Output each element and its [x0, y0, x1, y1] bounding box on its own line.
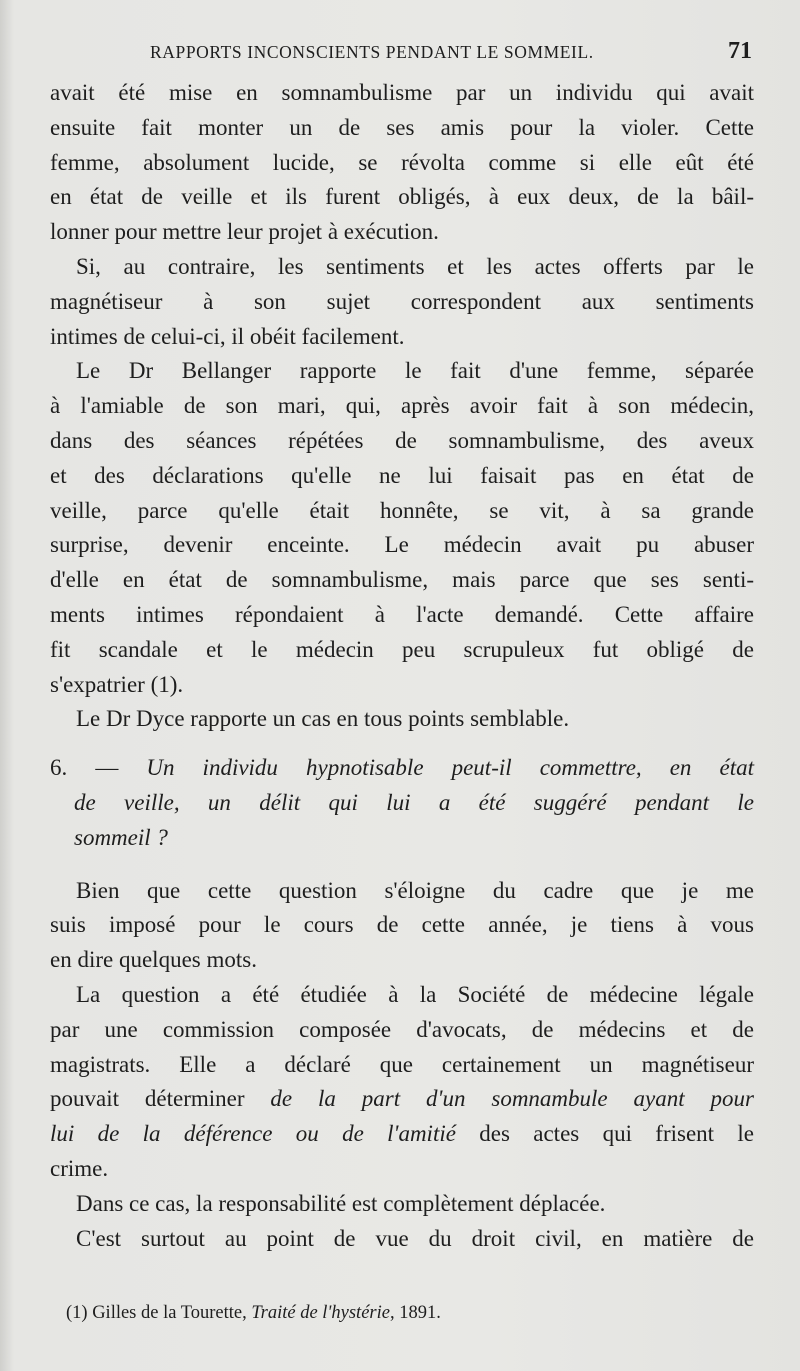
emphasis-span: de la part d'un somnambule ayant pour	[270, 1086, 754, 1112]
text-line: avait été mise en somnambulisme par un individu qui avait	[50, 80, 754, 105]
emphasis-span: lui de la déférence ou de l'amitié	[50, 1121, 456, 1147]
text-line: surprise, devenir enceinte. Le médecin avait pu abuser	[50, 532, 754, 558]
text-line: intimes de celui-ci, il obéit facilement.	[50, 323, 405, 349]
text-line: veille, parce qu'elle était honnête, se vit, à sa grande	[50, 497, 754, 523]
text-line: par une commission composée d'avocats, de médecins et de	[50, 1016, 754, 1042]
body-text	[50, 76, 754, 1256]
text-line: Si, au contraire, les sentiments et les actes offerts par le	[76, 253, 754, 279]
text-line: Le Dr Bellanger rapporte le fait d'une femme, séparée	[76, 358, 754, 384]
text-line: en état de veille et ils furent obligés, à eux deux, de la bâil-	[50, 184, 754, 210]
text-line: magistrats. Elle a déclaré que certainement un magnétiseur	[50, 1051, 754, 1077]
text-line: Bien que cette question s'éloigne du cadre que je me	[76, 877, 754, 903]
footnote-prefix: (1) Gilles de la Tourette,	[66, 1303, 252, 1323]
text-span: pouvait déterminer	[50, 1086, 271, 1112]
text-line: Le Dr Dyce rapporte un cas en tous points semblable.	[76, 706, 570, 732]
section-title: de veille, un délit qui lui a été suggéré pendant le	[74, 789, 754, 815]
footnote-work-title: Traité de l'hystérie	[251, 1303, 390, 1323]
text-line: en dire quelques mots.	[50, 947, 257, 973]
text-line: crime.	[50, 1155, 109, 1181]
text-line: La question a été étudiée à la Société de médecine légale	[76, 981, 754, 1007]
text-line: ensuite fait monter un de ses amis pour la violer. Cette	[50, 114, 754, 140]
text-line: dans des séances répétées de somnambulisme, des aveux	[50, 427, 754, 453]
text-line: femme, absolument lucide, se révolta comme si elle eût été	[50, 149, 754, 175]
section-heading-line	[50, 786, 754, 821]
text-line: suis imposé pour le cours de cette année, je tiens à vous	[50, 912, 754, 938]
page-number: 71	[728, 38, 752, 64]
running-title: RAPPORTS INCONSCIENTS PENDANT LE SOMMEIL.	[150, 42, 594, 62]
section-title: sommeil ?	[74, 824, 168, 850]
page-header	[150, 38, 760, 72]
section-heading-line	[50, 751, 754, 786]
text-line: à l'amiable de son mari, qui, après avoir fait à son médecin,	[50, 393, 754, 419]
text-line: ments intimes répondaient à l'acte demandé. Cette affaire	[50, 601, 754, 627]
text-line: d'elle en état de somnambulisme, mais parce que ses senti-	[50, 567, 754, 593]
text-line: s'expatrier (1).	[50, 671, 184, 697]
text-line: lonner pour mettre leur projet à exécution.	[50, 219, 439, 245]
footnote	[66, 1303, 441, 1324]
section-title: Un individu hypnotisable peut-il commettre, en état	[146, 755, 754, 781]
text-line: magnétiseur à son sujet correspondent aux sentiments	[50, 288, 754, 314]
text-line	[50, 1082, 754, 1117]
text-line: Dans ce cas, la responsabilité est complètement déplacée.	[76, 1190, 606, 1216]
text-line: et des déclarations qu'elle ne lui faisait pas en état de	[50, 462, 754, 488]
text-line: fit scandale et le médecin peu scrupuleux fut obligé de	[50, 636, 754, 662]
text-line: C'est surtout au point de vue du droit civil, en matière de	[76, 1225, 754, 1251]
footnote-suffix: , 1891.	[389, 1303, 441, 1323]
text-line	[50, 1117, 754, 1152]
section-heading-line	[50, 821, 754, 856]
text-span: des actes qui frisent le	[455, 1121, 754, 1147]
section-number: 6. —	[50, 755, 147, 781]
